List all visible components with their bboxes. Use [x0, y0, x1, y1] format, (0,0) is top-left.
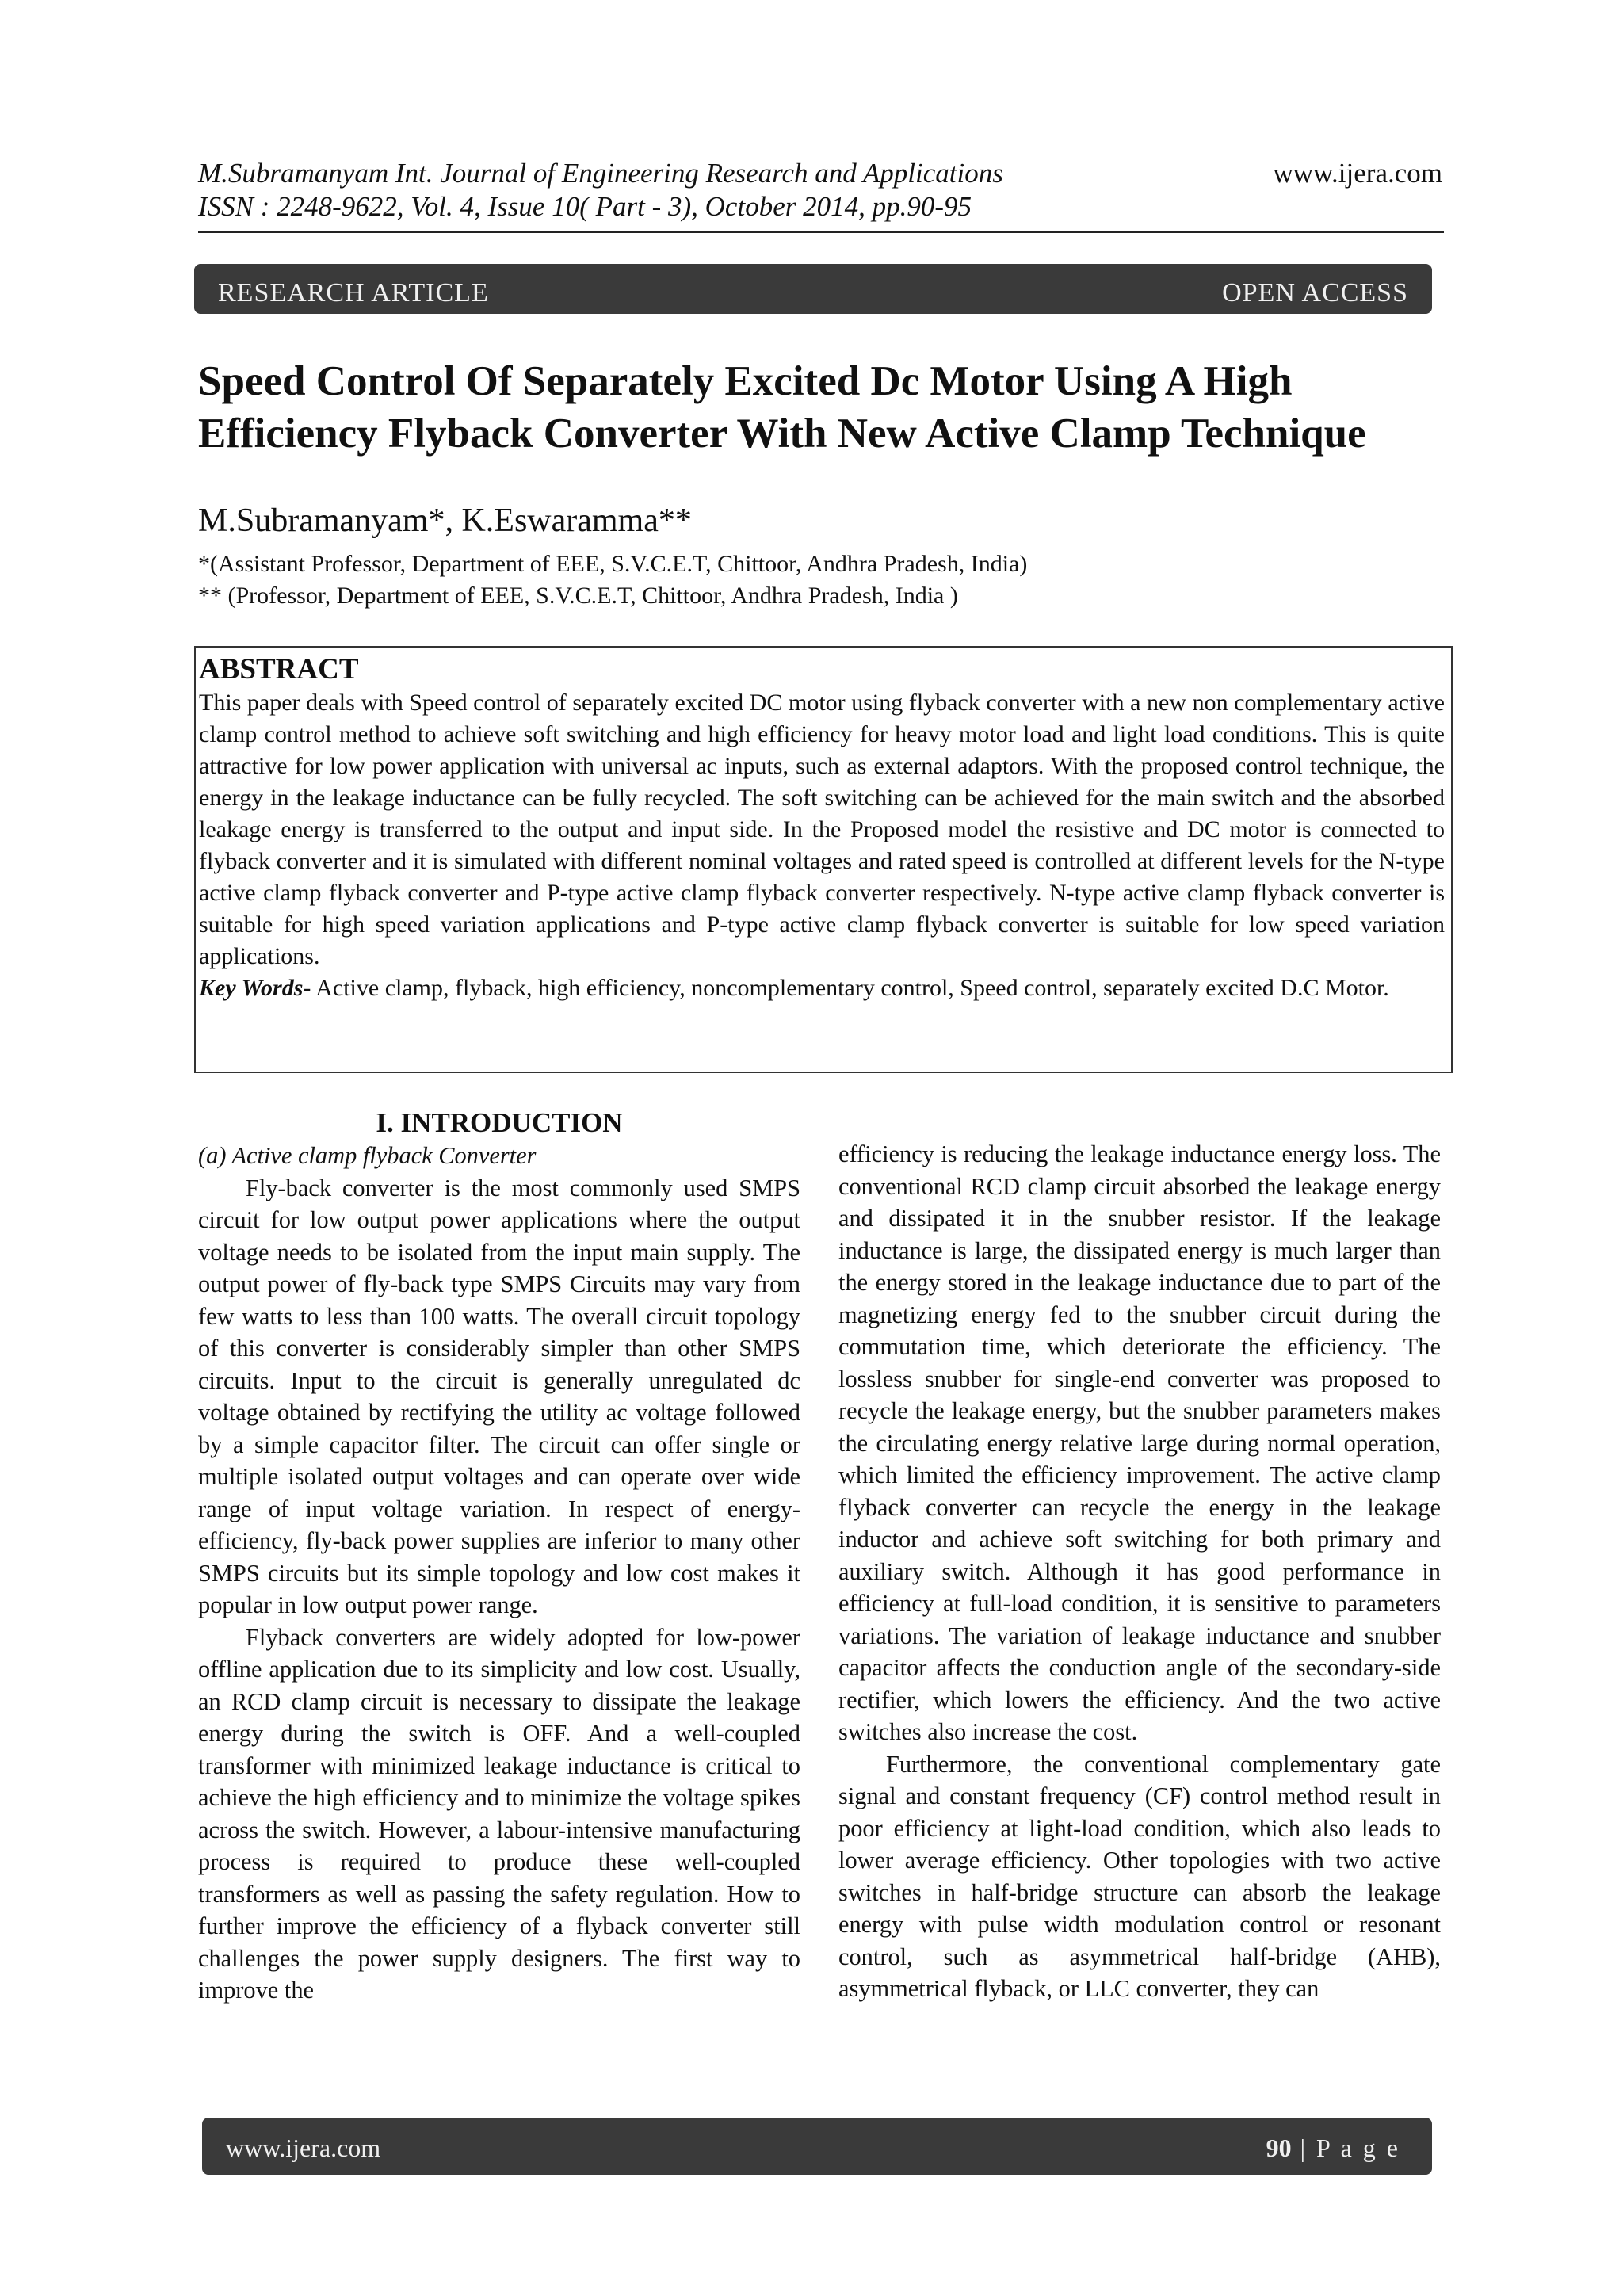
keywords — [199, 972, 1445, 1004]
abstract-box — [194, 646, 1453, 1073]
author-list: M.Subramanyam*, K.Eswaramma** — [198, 502, 692, 539]
journal-website-link[interactable]: www.ijera.com — [1273, 158, 1442, 189]
paragraph: Flyback converters are widely adopted for low-power offline application due to its simplicity and low cost. Usually, an RCD clamp circuit is necessary to dissipate the leakage energy during the switch is OFF. And a well-coupled transformer with minimized leakage inductance is critical to achieve the high efficiency and to minimize the voltage spikes across the switch. However, a labour-intensive manufacturing process is required to produce these well-coupled transformers as well as passing the safety regulation. How to further improve the efficiency of a flyback converter still challenges the power supply designers. The first way to improve the — [198, 1623, 800, 2004]
open-access-label: OPEN ACCESS — [1222, 278, 1408, 308]
journal-citation-line: M.Subramanyam Int. Journal of Engineering Research and Applications — [198, 158, 1003, 189]
header-rule — [198, 231, 1444, 233]
keywords-label: Key Words — [199, 975, 304, 1001]
research-article-label: RESEARCH ARTICLE — [218, 278, 489, 308]
issn-line: ISSN : 2248-9622, Vol. 4, Issue 10( Part - 3), October 2014, pp.90-95 — [198, 191, 972, 222]
affiliations — [198, 548, 1027, 612]
left-column — [198, 1106, 800, 2007]
page-word: | P a g e — [1291, 2134, 1400, 2162]
affiliation-2: ** (Professor, Department of EEE, S.V.C.E.T, Chittoor, Andhra Pradesh, India ) — [198, 583, 958, 609]
abstract-text: This paper deals with Speed control of separately excited DC motor using flyback converter with a new non complementary active clamp control method to achieve soft switching and high efficiency for heavy motor load and light load conditions. This is quite attractive for low power application with universal ac inputs, such as external adaptors. With the proposed control technique, the energy in the leakage inductance can be fully recycled. The soft switching can be achieved for the main switch and the absorbed leakage energy is transferred to the output and input side. In the Proposed model the resistive and DC motor is connected to flyback converter and it is simulated with different nominal voltages and rated speed is controlled at different levels for the N-type active clamp flyback converter and P-type active clamp flyback converter respectively. N-type active clamp flyback converter is suitable for high speed variation applications and P-type active clamp flyback converter is suitable for low speed variation applications. — [199, 690, 1445, 969]
running-header — [198, 157, 1442, 223]
paragraph: Fly-back converter is the most commonly used SMPS circuit for low output power applications where the output voltage needs to be isolated from the input main supply. The output power of fly-back type SMPS Circuits may vary from few watts to less than 100 watts. The overall circuit topology of this converter is considerably simpler than other SMPS circuits. Input to the circuit is generally unregulated dc voltage obtained by rectifying the utility ac voltage followed by a simple capacitor filter. The circuit can offer single or multiple isolated output voltages and can operate over wide range of input voltage variation. In respect of energy-efficiency, fly-back power supplies are inferior to many other SMPS circuits but its simple topology and low cost makes it popular in low output power range. — [198, 1174, 800, 1618]
article-type-band — [194, 264, 1432, 314]
section-heading-introduction: I. INTRODUCTION — [376, 1107, 623, 1138]
paragraph: Furthermore, the conventional complementary gate signal and constant frequency (CF) control method result in poor efficiency at light-load condition, which also leads to lower average efficiency. Other topologies with two active switches in half-bridge structure can absorb the leakage energy with pulse width modulation control or resonant control, such as asymmetrical half-bridge (AHB), asymmetrical flyback, or LLC converter, they can — [838, 1750, 1441, 2002]
paragraph: efficiency is reducing the leakage inductance energy loss. The conventional RCD clamp circuit absorbed the leakage energy and dissipated it in the snubber resistor. If the leakage inductance is large, the dissipated energy is much larger than the energy stored in the leakage inductance due to part of the magnetizing energy fed to the snubber circuit during the commutation time, which deteriorate the efficiency. The lossless snubber for single-end converter was proposed to recycle the leakage energy, but the snubber parameters makes the circulating energy relative large during normal operation, which limited the efficiency improvement. The active clamp flyback converter can recycle the energy in the leakage inductor and achieve soft switching for both primary and auxiliary switch. Although it has good performance in efficiency at full-load condition, it is sensitive to parameters variations. The variation of leakage inductance and snubber capacitor affects the conduction angle of the secondary-side rectifier, which lowers the efficiency. And the two active switches also increase the cost. — [838, 1140, 1441, 1745]
affiliation-1: *(Assistant Professor, Department of EEE, S.V.C.E.T, Chittoor, Andhra Pradesh, India) — [198, 551, 1028, 577]
page-number: 90 — [1266, 2134, 1292, 2162]
abstract-heading: ABSTRACT — [199, 653, 359, 686]
page-number-label — [1266, 2134, 1400, 2163]
right-column — [838, 1138, 1441, 2005]
footer-website-link[interactable]: www.ijera.com — [226, 2134, 381, 2162]
paper-title: Speed Control Of Separately Excited Dc Motor Using A High Efficiency Flyback Converter With New Active Clamp Technique — [198, 358, 1366, 457]
footer-band — [202, 2118, 1432, 2175]
subsection-heading: (a) Active clamp flyback Converter — [198, 1142, 537, 1169]
keywords-text: - Active clamp, flyback, high efficiency, noncomplementary control, Speed control, separately excited D.C Motor. — [303, 975, 1389, 1001]
